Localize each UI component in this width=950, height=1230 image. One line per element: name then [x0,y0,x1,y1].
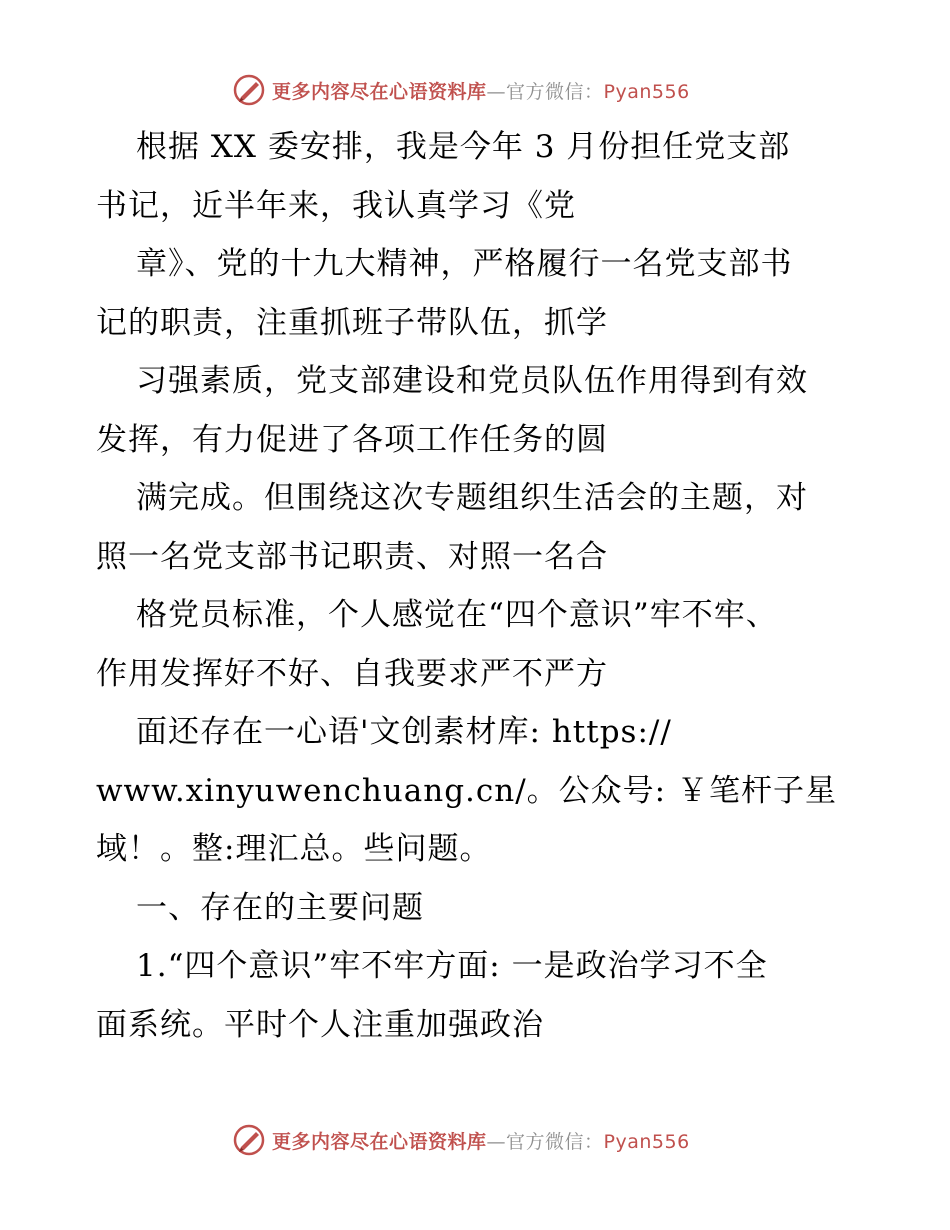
body-line: 照一名党支部书记职责、对照一名合 [96,538,608,575]
body-line: www.xinyuwenchuang.cn/。公众号: ￥笔杆子星 [96,772,837,809]
banner-account: Pyan556 [603,80,690,103]
header-banner [232,70,752,110]
body-line: 域！。整:理汇总。些问题。 [96,831,492,867]
body-line: 发挥，有力促进了各项工作任务的圆 [96,421,608,458]
pen-logo-icon [232,1123,266,1157]
body-line: 面还存在一心语'文创素材库: https:// [136,714,672,750]
banner-main-text: 更多内容尽在心语资料库 [272,1130,487,1153]
document-body [96,118,856,1054]
body-line: 章》、党的十九大精神，严格履行一名党支部书 [136,246,793,282]
body-line: 记的职责，注重抓班子带队伍，抓学 [96,304,608,341]
body-line: 书记，近半年来，我认真学习《党 [96,187,576,224]
body-line: 根据 XX 委安排，我是今年 3 月份担任党支部 [136,129,791,165]
banner-text [272,77,690,104]
body-line: 面系统。平时个人注重加强政治 [96,1006,544,1043]
body-line: 习强素质，党支部建设和党员队伍作用得到有效 [136,363,808,399]
pen-logo-icon [232,73,266,107]
banner-account: Pyan556 [603,1130,690,1153]
banner-label: 官方微信： [506,80,604,103]
footer-banner [232,1120,752,1160]
body-line: 格党员标准，个人感觉在“四个意识”牢不牢、 [136,597,778,633]
body-line: 作用发挥好不好、自我要求严不严方 [96,655,608,692]
banner-dash: — [486,1130,507,1153]
banner-text [272,1127,690,1154]
banner-dash: — [486,80,507,103]
section-heading: 一、存在的主要问题 [136,889,424,926]
body-line: 满完成。但围绕这次专题组织生活会的主题，对 [136,480,808,516]
banner-label: 官方微信： [506,1130,604,1153]
body-line: 1.“四个意识”牢不牢方面: 一是政治学习不全 [136,948,768,984]
banner-main-text: 更多内容尽在心语资料库 [272,80,487,103]
